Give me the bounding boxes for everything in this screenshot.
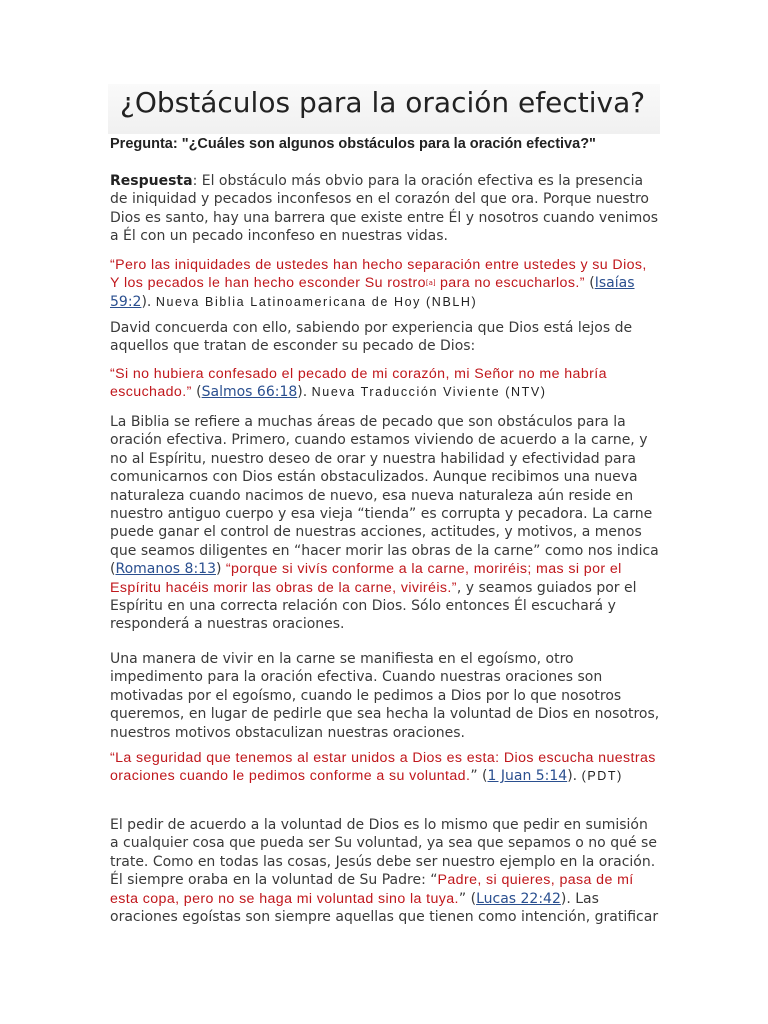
verse-salmos xyxy=(110,365,660,402)
version-pdt: (PDT) xyxy=(581,769,623,784)
paragraph-voluntad-text-c: ). Las oraciones egoístas son siempre aquellas que tienen como intención, gratificar xyxy=(110,890,659,926)
verse-salmos-close: ). xyxy=(297,384,312,401)
verse-isaias-text-b: para no escucharlos.” xyxy=(435,275,585,292)
paragraph-biblia-text-c: , y seamos guiados por el Espíritu en una correcta relación con Dios. Sólo entonces Él escuchará y responderá a nuestras oraciones. xyxy=(110,579,637,633)
question-label: Pregunta xyxy=(110,136,173,152)
paragraph-voluntad-text-a: El pedir de acuerdo a la voluntad de Dios es lo mismo que pedir en sumisión a cualquier cosa que pueda ser Su voluntad, ya sea que sepamos o no qué se trate. Como en todas las cosas, Jesús debe ser nuestro ejemplo en la oración. Él siempre oraba en la voluntad de Su Padre: “ xyxy=(110,817,657,889)
verse-juan xyxy=(110,749,660,786)
verse-juan-close-quote: ” ( xyxy=(470,768,488,785)
footnote-marker[interactable]: [a] xyxy=(425,279,436,288)
paragraph-voluntad xyxy=(110,816,660,926)
link-lucas[interactable]: Lucas 22:42 xyxy=(476,890,561,907)
paragraph-david: David concuerda con ello, sabiendo por experiencia que Dios está lejos de aquellos que tratan de esconder su pecado de Dios: xyxy=(110,320,633,355)
paragraph-egoismo: Una manera de vivir en la carne se manifiesta en el egoísmo, otro impedimento para la oración efectiva. Cuando nuestras oraciones son motivadas por el egoísmo, cuando le pedimos a Dios por lo que nosotros queremos, en lugar de pedirle que sea hecha la voluntad de Dios en nosotros, nuestros motivos obstaculizan nuestras oraciones. xyxy=(110,651,660,741)
link-isaias[interactable]: Isaías 59:2 xyxy=(110,275,635,310)
verse-lucas-quote: Padre, si quieres, pasa de mí esta copa, pero no se haga mi voluntad sino la tuya. xyxy=(110,872,634,907)
verse-juan-text: La seguridad que tenemos al estar unidos a Dios es esta: Dios escucha nuestras oraciones cuando le pedimos conforme a su voluntad. xyxy=(110,750,656,785)
verse-juan-open-quote: “ xyxy=(110,750,116,766)
answer-paragraph xyxy=(110,172,660,246)
verse-juan-close: ). xyxy=(567,768,582,785)
verse-salmos-open: ( xyxy=(191,384,202,401)
question-line xyxy=(110,136,670,152)
version-ntv: Nueva Traducción Viviente (NTV) xyxy=(311,385,547,400)
answer-label: Respuesta xyxy=(110,173,193,189)
paragraph-biblia-text-a: La Biblia se refiere a muchas áreas de pecado que son obstáculos para la oración efectiva. Primero, cuando estamos viviendo de acuerdo a la carne, y no al Espíritu, nuestro deseo de orar y nuestra habilidad y efectividad para comunicarnos con Dios están obstaculizados. Aunque recibimos una nueva naturaleza cuando nacimos de nuevo, esa nueva naturaleza aún reside en nuestro antiguo cuerpo y esa vieja “tienda” es corrupta y pecadora. La carne puede ganar el control de nuestras acciones, actitudes, y motivos, a menos que seamos diligentes en “hacer morir las obras de la carne” como nos indica ( xyxy=(110,414,659,578)
page-title: ¿Obstáculos para la oración efectiva? xyxy=(120,86,646,119)
paragraph-biblia xyxy=(110,413,660,634)
verse-isaias-close: ). xyxy=(141,293,156,310)
verse-romanos-quote: “porque si vivís conforme a la carne, moriréis; mas si por el Espíritu hacéis morir las obras de la carne, viviréis.” xyxy=(110,561,622,596)
question-text: : "¿Cuáles son algunos obstáculos para la oración efectiva?" xyxy=(172,136,596,152)
link-juan[interactable]: 1 Juan 5:14 xyxy=(487,768,568,785)
verse-isaias xyxy=(110,256,660,311)
verse-isaias-text-a: “Pero las iniquidades de ustedes han hecho separación entre ustedes y su Dios, Y los pecados le han hecho esconder Su rostro xyxy=(110,257,647,292)
paragraph-voluntad-text-b: ” ( xyxy=(458,890,477,907)
paragraph-biblia-text-b: ) xyxy=(215,561,226,578)
link-romanos[interactable]: Romanos 8:13 xyxy=(115,561,216,578)
verse-isaias-open: ( xyxy=(584,275,595,292)
answer-text: : El obstáculo más obvio para la oración efectiva es la presencia de iniquidad y pecados inconfesos en el corazón del que ora. Porque nuestro Dios es santo, hay una barrera que existe entre Él y nosotros cuando venimos a Él con un pecado inconfeso en nuestras vidas. xyxy=(110,173,659,245)
link-salmos[interactable]: Salmos 66:18 xyxy=(201,384,298,401)
version-nblh: Nueva Biblia Latinoamericana de Hoy (NBLH) xyxy=(155,294,478,309)
verse-salmos-text: “Si no hubiera confesado el pecado de mi corazón, mi Señor no me habría escuchado.” xyxy=(110,366,607,401)
